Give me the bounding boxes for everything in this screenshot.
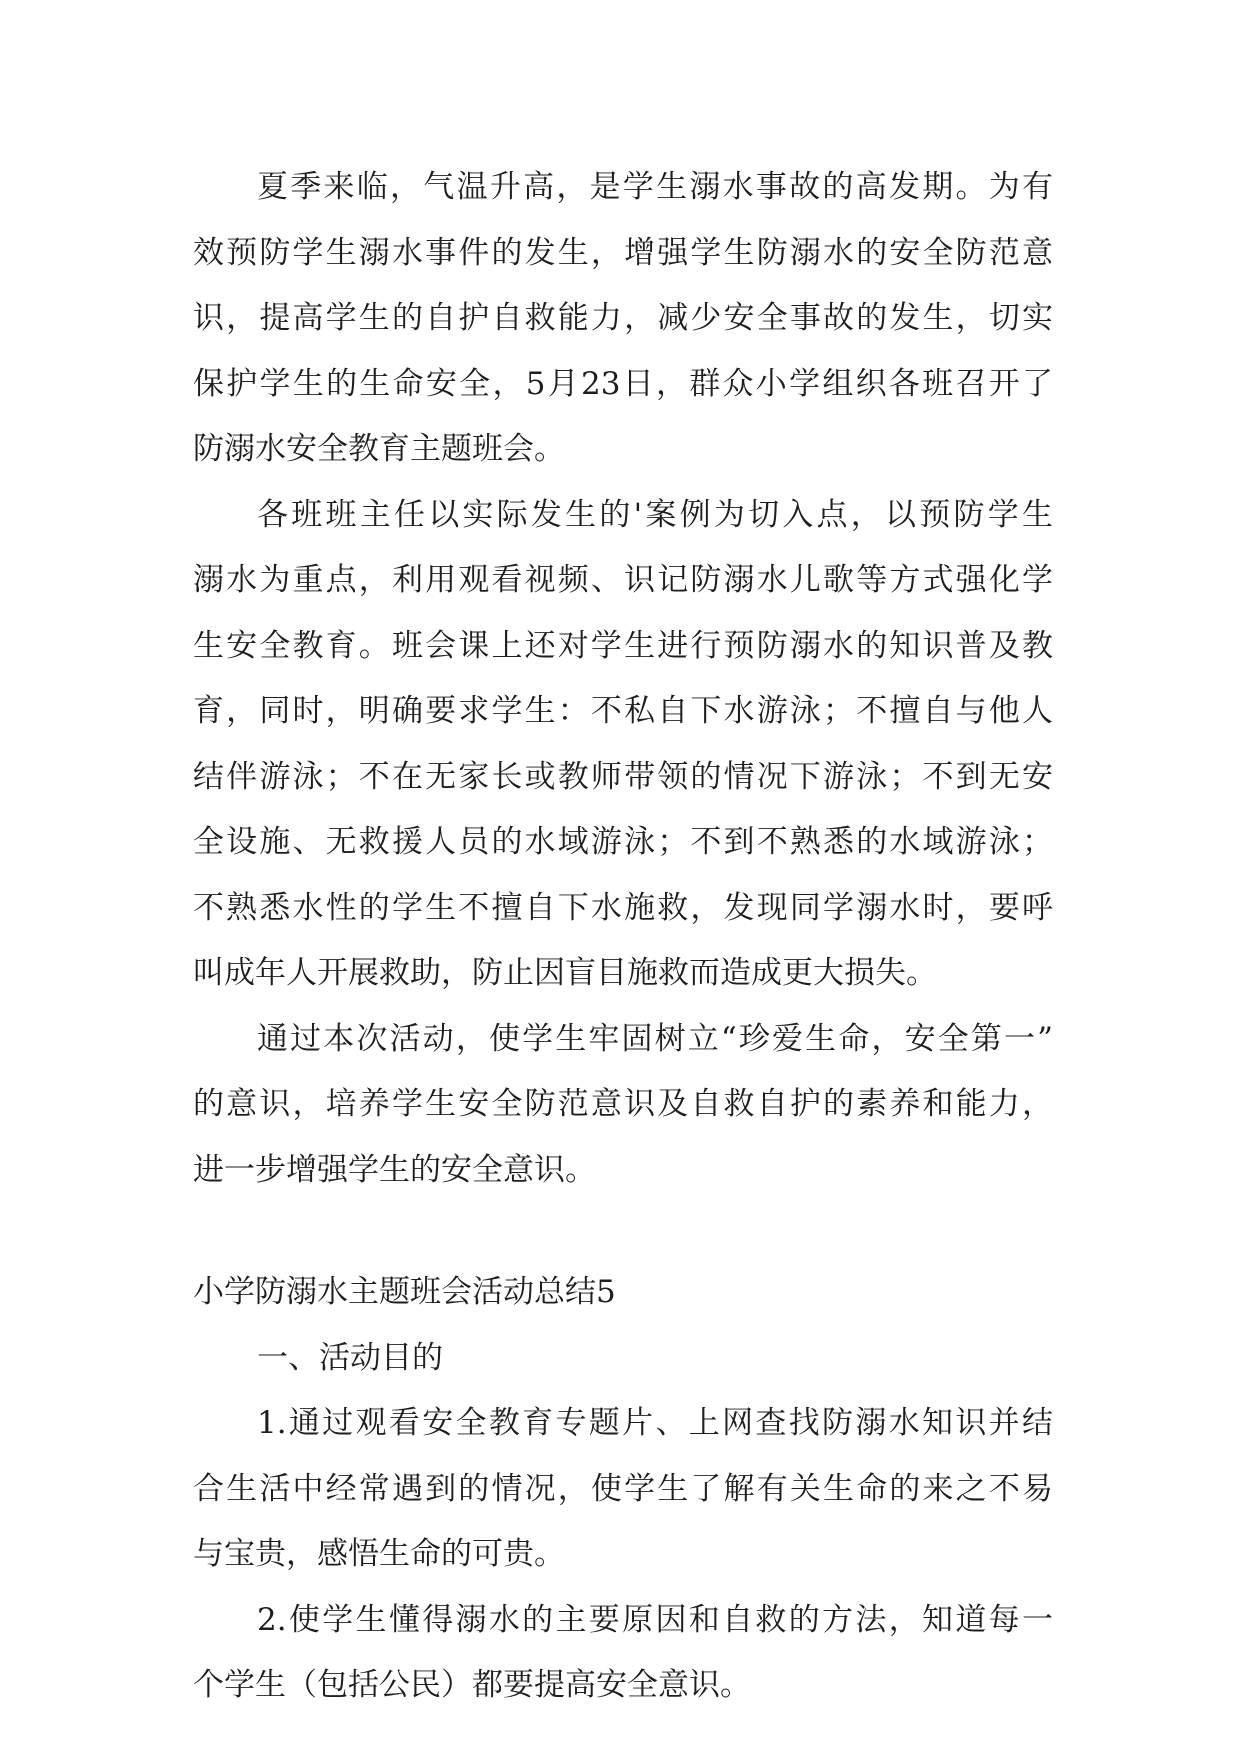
- paragraph-line: 识，提高学生的自护自救能力，减少安全事故的发生，切实: [193, 300, 1053, 336]
- paragraph-line: 效预防学生溺水事件的发生，增强学生防溺水的安全防范意: [193, 234, 1053, 271]
- paragraph-line: 的意识，培养学生安全防范意识及自救自护的素养和能力，: [193, 1086, 1053, 1122]
- paragraph-2: [193, 483, 1053, 1007]
- paragraph-line: 保护学生的生命安全，5月23日，群众小学组织各班召开了: [193, 365, 1053, 402]
- paragraph-line: 结伴游泳；不在无家长或教师带领的情况下游泳；不到无安: [193, 758, 1053, 795]
- list-item-line: 1.通过观看安全教育专题片、上网查找防溺水知识并结: [257, 1405, 1053, 1441]
- paragraph-line: 育，同时，明确要求学生：不私自下水游泳；不擅自与他人: [193, 693, 1053, 729]
- list-item-1: [193, 1391, 1053, 1588]
- list-item-line: 个学生（包括公民）都要提高安全意识。: [193, 1667, 751, 1703]
- list-item-line: 合生活中经常遇到的情况，使学生了解有关生命的来之不易: [193, 1470, 1053, 1507]
- section-heading: 小学防溺水主题班会活动总结5: [193, 1274, 616, 1310]
- subheading: 一、活动目的: [257, 1339, 443, 1376]
- list-item-line: 2.使学生懂得溺水的主要原因和自救的方法，知道每一: [257, 1601, 1053, 1638]
- list-item-2: [193, 1588, 1053, 1719]
- list-item-line: 与宝贵，感悟生命的可贵。: [193, 1536, 565, 1572]
- paragraph-1: [193, 155, 1053, 483]
- paragraph-line: 全设施、无救援人员的水域游泳；不到不熟悉的水域游泳；: [193, 824, 1053, 860]
- paragraph-line: 防溺水安全教育主题班会。: [193, 431, 565, 467]
- paragraph-line: 叫成年人开展救助，防止因盲目施救而造成更大损失。: [193, 955, 937, 991]
- paragraph-line: 不熟悉水性的学生不擅自下水施救，发现同学溺水时，要呼: [193, 889, 1053, 926]
- paragraph-line: 各班班主任以实际发生的'案例为切入点，以预防学生: [257, 496, 1053, 533]
- paragraph-line: 溺水为重点，利用观看视频、识记防溺水儿歌等方式强化学: [193, 562, 1053, 598]
- document-body: [193, 155, 1053, 1719]
- paragraph-line: 通过本次活动，使学生牢固树立“珍爱生命，安全第一”: [257, 1020, 1053, 1057]
- paragraph-line: 进一步增强学生的安全意识。: [193, 1151, 596, 1188]
- paragraph-line: 夏季来临，气温升高，是学生溺水事故的高发期。为有: [257, 169, 1053, 205]
- paragraph-line: 生安全教育。班会课上还对学生进行预防溺水的知识普及教: [193, 627, 1053, 664]
- paragraph-3: [193, 1007, 1053, 1204]
